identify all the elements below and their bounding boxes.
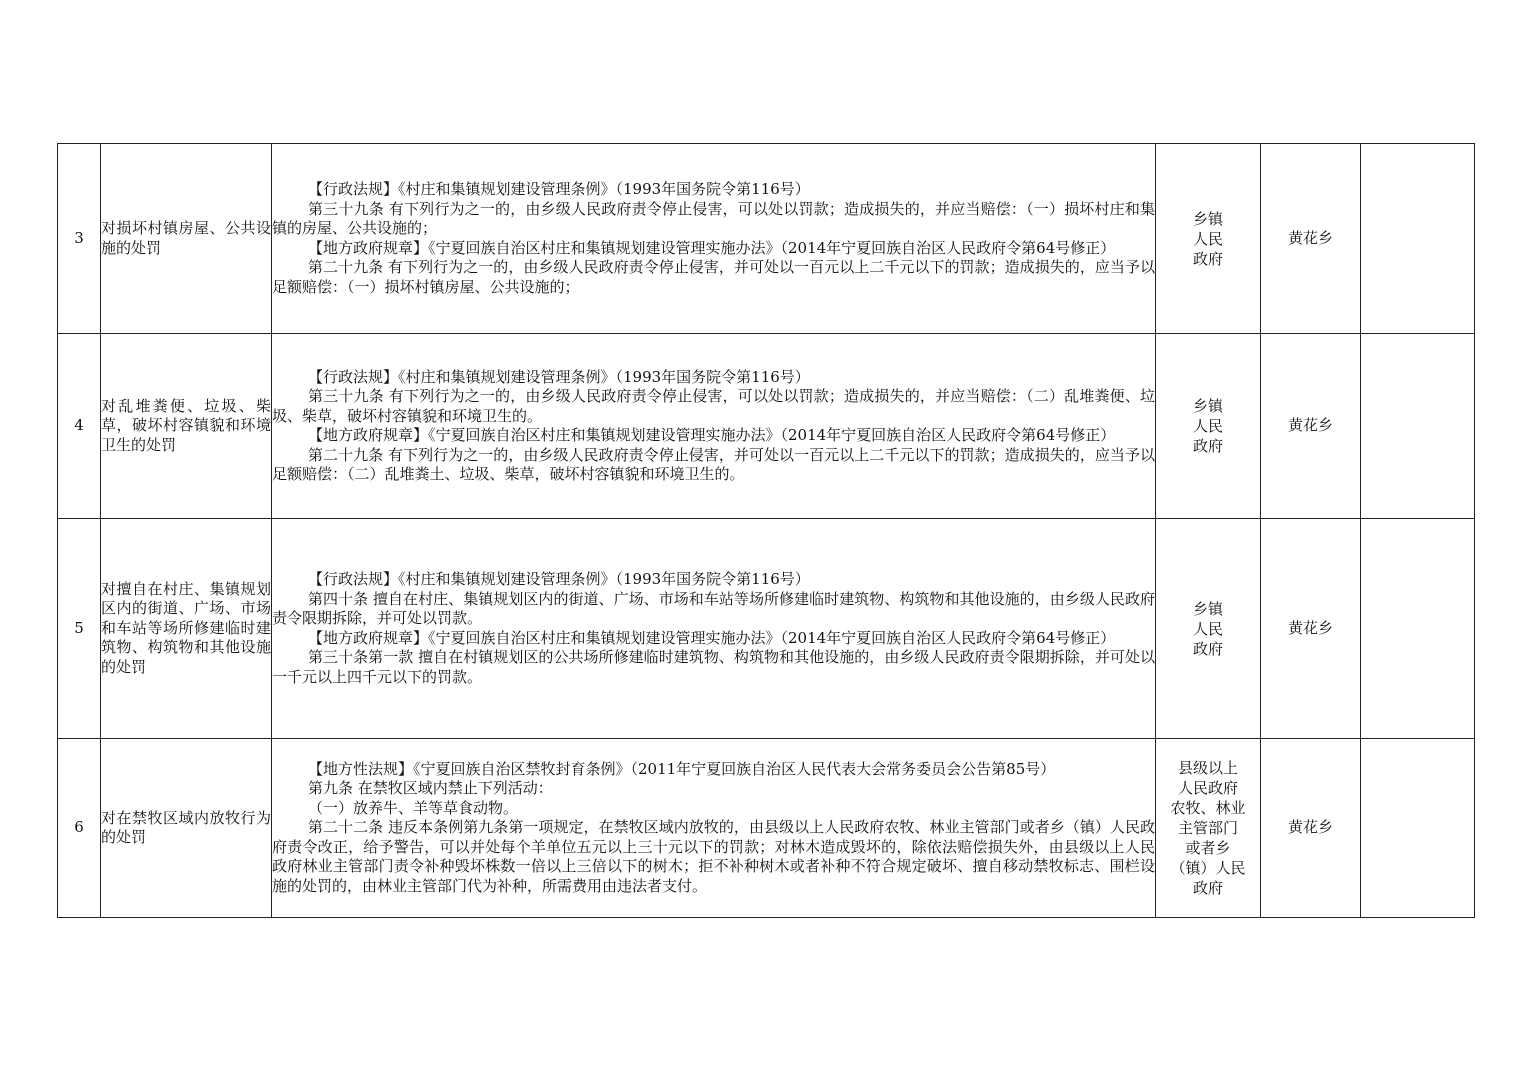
implementing-unit: 黄花乡 [1261, 739, 1361, 918]
subject-line: 主管部门 [1177, 819, 1238, 837]
legal-basis [272, 334, 1156, 519]
basis-paragraph: 第二十二条 违反本条例第九条第一项规定，在禁牧区域内放牧的，由县级以上人民政府农牧、林业主管部门或者乡（镇）人民政府责令改正，给予警告，可以并处每个羊单位五元以上三十元以下的罚款；对林木造成毁坏的，除依法赔偿损失外，由县级以上人民政府林业主管部门责令补种毁坏株数一倍以上三倍以下的树木；拒不补种树木或者补种不符合规定破坏、擅自移动禁牧标志、围栏设施的处罚的，由林业主管部门代为补种，所需费用由违法者支付。 [272, 818, 1155, 895]
basis-paragraph: 【地方政府规章】《宁夏回族自治区村庄和集镇规划建设管理实施办法》（2014年宁夏回族自治区人民政府令第64号修正） [308, 426, 1116, 444]
basis-paragraph: 第二十九条 有下列行为之一的，由乡级人民政府责令停止侵害，并可处以一百元以上二千元以下的罚款；造成损失的，应当予以足额赔偿：（二）乱堆粪土、垃圾、柴草，破坏村容镇貌和环境卫生的。 [272, 445, 1155, 483]
remarks-cell [1361, 519, 1475, 739]
subject-line: 乡镇 [1192, 599, 1223, 618]
subject-line: 县级以上 [1177, 759, 1238, 777]
basis-paragraph: 【地方政府规章】《宁夏回族自治区村庄和集镇规划建设管理实施办法》（2014年宁夏回族自治区人民政府令第64号修正） [308, 238, 1116, 257]
subject-line: 或者乡 [1185, 839, 1231, 857]
enforcement-subject [1156, 334, 1261, 519]
basis-paragraph: 第四十条 擅自在村庄、集镇规划区内的街道、广场、市场和车站等场所修建临时建筑物、构筑物和其他设施的，由乡级人民政府责令限期拆除，并可处以罚款。 [272, 589, 1155, 627]
basis-paragraph: 【地方政府规章】《宁夏回族自治区村庄和集镇规划建设管理实施办法》（2014年宁夏回族自治区人民政府令第64号修正） [308, 628, 1116, 647]
subject-line: （镇）人民 [1170, 859, 1246, 877]
subject-line: 政府 [1192, 879, 1223, 897]
penalty-item: 对擅自在村庄、集镇规划区内的街道、广场、市场和车站等场所修建临时建筑物、构筑物和其他设施的处罚 [101, 519, 272, 739]
row-number: 3 [58, 144, 101, 334]
table-row [58, 144, 1475, 334]
enforcement-subject [1156, 144, 1261, 334]
remarks-cell [1361, 334, 1475, 519]
table-row [58, 519, 1475, 739]
enforcement-subject [1156, 739, 1261, 918]
subject-line: 人民 [1192, 229, 1223, 248]
remarks-cell [1361, 144, 1475, 334]
row-number: 5 [58, 519, 101, 739]
row-number: 6 [58, 739, 101, 918]
subject-line: 政府 [1192, 249, 1223, 268]
implementing-unit: 黄花乡 [1261, 519, 1361, 739]
subject-line: 人民政府 [1177, 779, 1238, 797]
implementing-unit: 黄花乡 [1261, 334, 1361, 519]
penalty-item: 对损坏村镇房屋、公共设施的处罚 [101, 144, 272, 334]
penalty-item: 对乱堆粪便、垃圾、柴草，破坏村容镇貌和环境卫生的处罚 [101, 334, 272, 519]
subject-line: 人民 [1192, 417, 1223, 435]
subject-line: 政府 [1192, 437, 1223, 455]
legal-basis [272, 519, 1156, 739]
basis-paragraph: 【行政法规】《村庄和集镇规划建设管理条例》（1993年国务院令第116号） [308, 570, 810, 588]
remarks-cell [1361, 739, 1475, 918]
implementing-unit: 黄花乡 [1261, 144, 1361, 334]
penalty-item: 对在禁牧区域内放牧行为的处罚 [101, 739, 272, 918]
subject-line: 政府 [1192, 639, 1223, 658]
basis-paragraph: （一）放养牛、羊等草食动物。 [308, 798, 519, 817]
subject-line: 人民 [1192, 619, 1223, 638]
subject-line: 乡镇 [1192, 209, 1223, 228]
table-row [58, 334, 1475, 519]
basis-paragraph: 第三十条第一款 擅自在村镇规划区的公共场所修建临时建筑物、构筑物和其他设施的，由乡级人民政府责令限期拆除，并可处以一千元以上四千元以下的罚款。 [272, 648, 1155, 686]
basis-paragraph: 第二十九条 有下列行为之一的，由乡级人民政府责令停止侵害，并可处以一百元以上二千元以下的罚款；造成损失的，应当予以足额赔偿：（一）损坏村镇房屋、公共设施的； [272, 258, 1155, 296]
subject-line: 乡镇 [1192, 397, 1223, 415]
subject-line: 农牧、林业 [1170, 799, 1246, 817]
basis-paragraph: 第三十九条 有下列行为之一的，由乡级人民政府责令停止侵害，可以处以罚款；造成损失的，并应当赔偿：（二）乱堆粪便、垃圾、柴草，破坏村容镇貌和环境卫生的。 [272, 387, 1155, 425]
basis-paragraph: 【行政法规】《村庄和集镇规划建设管理条例》（1993年国务院令第116号） [308, 180, 810, 198]
basis-paragraph: 第九条 在禁牧区域内禁止下列活动： [308, 779, 553, 798]
basis-paragraph: 【行政法规】《村庄和集镇规划建设管理条例》（1993年国务院令第116号） [308, 367, 810, 386]
table-row [58, 739, 1475, 918]
enforcement-subject [1156, 519, 1261, 739]
penalty-table [57, 143, 1475, 918]
legal-basis [272, 144, 1156, 334]
basis-paragraph: 第三十九条 有下列行为之一的，由乡级人民政府责令停止侵害，可以处以罚款；造成损失的，并应当赔偿：（一）损坏村庄和集镇的房屋、公共设施的； [272, 199, 1155, 237]
row-number: 4 [58, 334, 101, 519]
legal-basis [272, 739, 1156, 918]
basis-paragraph: 【地方性法规】《宁夏回族自治区禁牧封育条例》（2011年宁夏回族自治区人民代表大会常务委员会公告第85号） [308, 759, 1056, 778]
